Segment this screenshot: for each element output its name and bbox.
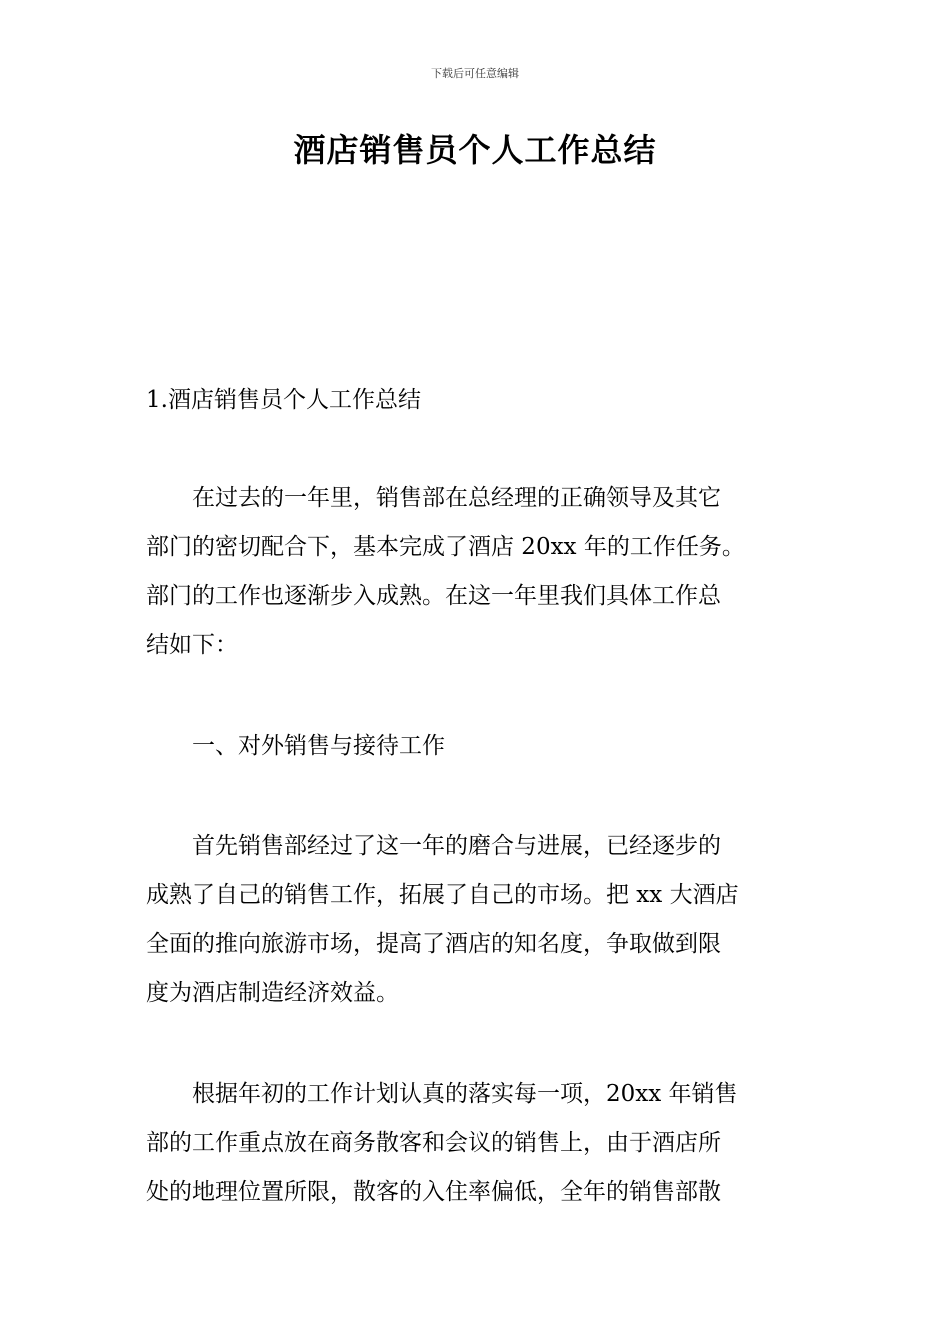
subheading-external-sales [146,722,806,771]
paragraph-line: 部门的密切配合下，基本完成了酒店 20xx 年的工作任务。 [146,534,745,560]
paragraph-line: 在过去的一年里，销售部在总经理的正确领导及其它 [192,485,721,511]
paragraph-line: 成熟了自己的销售工作，拓展了自己的市场。把 xx 大酒店 [146,882,739,908]
subheading-text: 一、对外销售与接待工作 [192,733,445,759]
paragraph-market [146,822,806,1018]
paragraph-plan [146,1070,806,1217]
paragraph-line: 根据年初的工作计划认真的落实每一项，20xx 年销售 [192,1081,738,1107]
paragraph-line: 结如下： [146,632,238,658]
paragraph-line: 度为酒店制造经济效益。 [146,980,399,1006]
paragraph-line: 全面的推向旅游市场，提高了酒店的知名度，争取做到限 [146,931,721,957]
download-note: 下载后可任意编辑 [431,67,519,80]
paragraph-line: 部门的工作也逐渐步入成熟。在这一年里我们具体工作总 [146,583,721,609]
paragraph-intro [146,474,806,670]
document-title: 酒店销售员个人工作总结 [293,131,657,169]
paragraph-line: 处的地理位置所限，散客的入住率偏低，全年的销售部散 [146,1179,721,1205]
paragraph-line: 部的工作重点放在商务散客和会议的销售上，由于酒店所 [146,1130,721,1156]
section-title: 1.酒店销售员个人工作总结 [146,387,421,413]
paragraph-line: 首先销售部经过了这一年的磨合与进展，已经逐步的 [192,833,721,859]
